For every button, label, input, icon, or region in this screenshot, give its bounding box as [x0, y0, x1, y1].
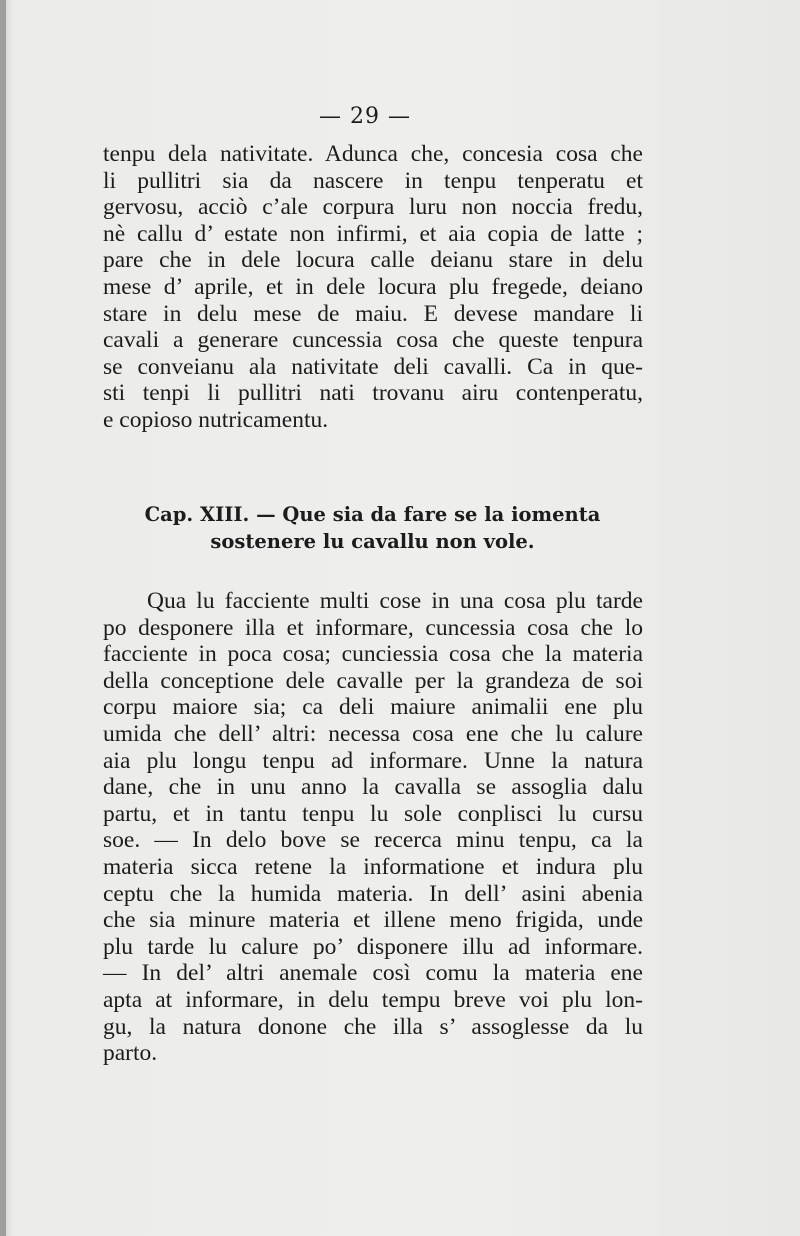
- text-line: Qua lu facciente multi cose in una cosa plu tarde: [147, 588, 643, 614]
- text-line: mese d’ aprile, et in dele locura plu fregede, deiano: [103, 273, 643, 300]
- chapter-heading-line-2: sostenere lu cavallu non vole.: [210, 529, 535, 553]
- text-line: cavali a generare cuncessia cosa che queste tenpura: [103, 327, 643, 354]
- text-line: nè callu d’ estate non infirmi, et aia copia de latte ;: [103, 220, 643, 247]
- chapter-heading: [100, 500, 645, 553]
- text-line: gervosu, acciò c’ale corpura luru non noccia fredu,: [103, 194, 643, 221]
- page-number: — 29 —: [319, 104, 411, 129]
- text-line: — In del’ altri anemale così comu la materia ene: [103, 960, 643, 987]
- text-line: se conveianu ala nativitate deli cavalli. Ca in que-: [103, 353, 643, 380]
- paragraph-1: [103, 141, 643, 434]
- text-line: materia sicca retene la informatione et indura plu: [103, 853, 643, 880]
- text-line: dane, che in unu anno la cavalla se assoglia dalu: [103, 774, 643, 801]
- text-line: ceptu che la humida materia. In dell’ asini abenia: [103, 880, 643, 907]
- text-line: li pullitri sia da nascere in tenpu tenperatu et: [103, 167, 643, 194]
- paragraph-2: [103, 588, 643, 1067]
- text-line: apta at informare, in delu tempu breve voi plu lon-: [103, 986, 643, 1013]
- text-line: plu tarde lu calure po’ disponere illu ad informare.: [103, 933, 643, 960]
- text-line: po desponere illa et informare, cuncessia cosa che lo: [103, 614, 643, 641]
- text-line: soe. — In delo bove se recerca minu tenpu, ca la: [103, 827, 643, 854]
- chapter-heading-line-1: Cap. XIII. — Que sia da fare se la iomenta: [144, 503, 601, 526]
- text-line: corpu maiore sia; ca deli maiure animalii ene plu: [103, 694, 643, 721]
- text-line: tenpu dela nativitate. Adunca che, concesia cosa che: [103, 141, 643, 167]
- text-line: e copioso nutricamentu.: [103, 406, 329, 433]
- text-line: facciente in poca cosa; cunciessia cosa che la materia: [103, 641, 643, 668]
- text-line: pare che in dele locura calle deianu stare in delu: [103, 247, 643, 274]
- text-line: partu, et in tantu tenpu lu sole conplisci lu cursu: [103, 800, 643, 827]
- text-line: gu, la natura donone che illa s’ assoglesse da lu: [103, 1013, 643, 1040]
- text-line: aia plu longu tenpu ad informare. Unne la natura: [103, 747, 643, 774]
- text-line: sti tenpi li pullitri nati trovanu airu contenperatu,: [103, 380, 643, 407]
- text-line: stare in delu mese de maiu. E devese mandare li: [103, 300, 643, 327]
- page-gutter-shadow: [0, 0, 6, 1236]
- text-line: umida che dell’ altri: necessa cosa ene che lu calure: [103, 720, 643, 747]
- text-line: che sia minure materia et illene meno frigida, unde: [103, 907, 643, 934]
- text-line: parto.: [103, 1040, 158, 1067]
- text-line: della conceptione dele cavalle per la grandeza de soi: [103, 667, 643, 694]
